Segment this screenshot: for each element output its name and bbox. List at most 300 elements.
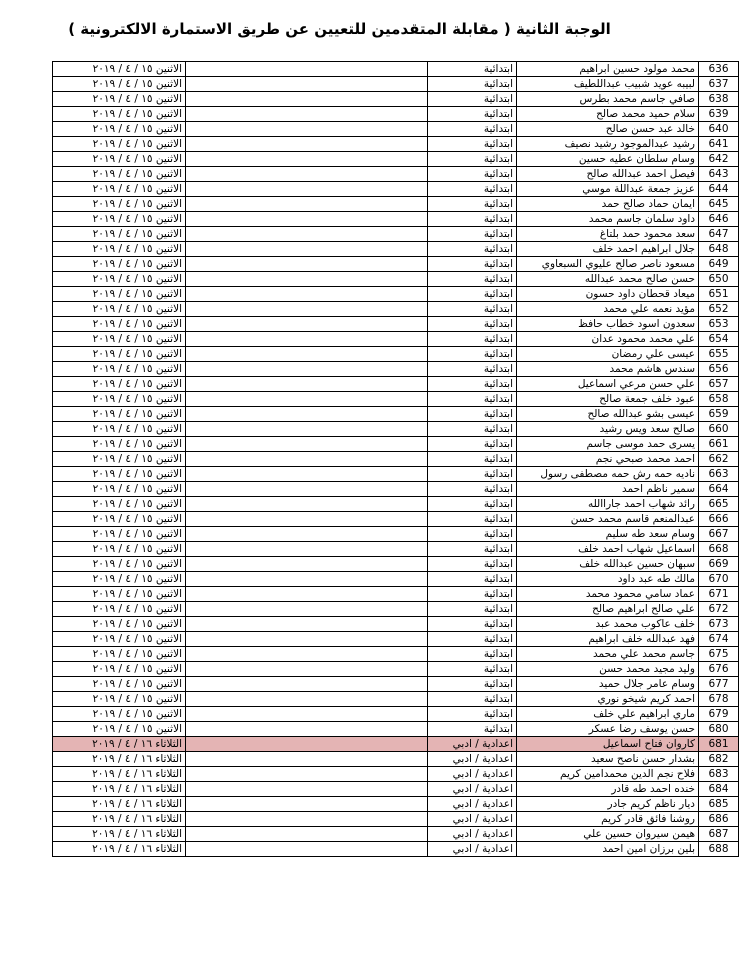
blank-cell [186,362,428,377]
table-row [53,167,739,182]
name-cell: لبيبه عويد شبيب عبداللطيف [517,77,699,92]
name-cell: عيسى بشو عبدالله صالح [517,407,699,422]
stage-cell: ابتدائية [428,212,517,227]
date-cell: الاثنين ١٥ / ٤ / ٢٠١٩ [53,482,186,497]
blank-cell [186,482,428,497]
number-cell: 677 [699,677,739,692]
name-cell: ماري ابراهيم علي خلف [517,707,699,722]
blank-cell [186,347,428,362]
stage-cell: ابتدائية [428,587,517,602]
name-cell: ديار ناظم كريم جادر [517,797,699,812]
name-cell: داود سلمان جاسم محمد [517,212,699,227]
name-cell: هيمن سيروان حسين علي [517,827,699,842]
stage-cell: ابتدائية [428,107,517,122]
date-cell: الثلاثاء ١٦ / ٤ / ٢٠١٩ [53,737,186,752]
stage-cell: ابتدائية [428,62,517,77]
table-row [53,362,739,377]
table-row [53,587,739,602]
number-cell: 658 [699,392,739,407]
blank-cell [186,407,428,422]
blank-cell [186,257,428,272]
stage-cell: ابتدائية [428,422,517,437]
number-cell: 643 [699,167,739,182]
number-cell: 647 [699,227,739,242]
blank-cell [186,317,428,332]
date-cell: الاثنين ١٥ / ٤ / ٢٠١٩ [53,527,186,542]
name-cell: رائد شهاب احمد جاراالله [517,497,699,512]
blank-cell [186,392,428,407]
date-cell: الاثنين ١٥ / ٤ / ٢٠١٩ [53,62,186,77]
blank-cell [186,452,428,467]
number-cell: 686 [699,812,739,827]
table-body [53,62,739,857]
table-row [53,152,739,167]
blank-cell [186,377,428,392]
blank-cell [186,242,428,257]
table-row [53,767,739,782]
stage-cell: ابتدائية [428,437,517,452]
table-row [53,527,739,542]
name-cell: سعدون اسود خطاب حافظ [517,317,699,332]
number-cell: 679 [699,707,739,722]
blank-cell [186,62,428,77]
name-cell: عزيز جمعة عبداللة موسي [517,182,699,197]
blank-cell [186,437,428,452]
name-cell: وليد مجيد محمد حسن [517,662,699,677]
table-row [53,797,739,812]
number-cell: 644 [699,182,739,197]
blank-cell [186,422,428,437]
stage-cell: اعدادية / ادبي [428,842,517,857]
number-cell: 653 [699,317,739,332]
stage-cell: ابتدائية [428,617,517,632]
stage-cell: ابتدائية [428,152,517,167]
name-cell: وسام سلطان عطيه حسين [517,152,699,167]
name-cell: صالح سعد ويس رشيد [517,422,699,437]
name-cell: حسن يوسف رضا عسكر [517,722,699,737]
name-cell: مؤيد نعمه علي محمد [517,302,699,317]
stage-cell: ابتدائية [428,182,517,197]
date-cell: الاثنين ١٥ / ٤ / ٢٠١٩ [53,407,186,422]
table-row [53,572,739,587]
stage-cell: ابتدائية [428,707,517,722]
table-row [53,407,739,422]
blank-cell [186,152,428,167]
number-cell: 680 [699,722,739,737]
number-cell: 676 [699,662,739,677]
name-cell: كاروان فتاح اسماعيل [517,737,699,752]
blank-cell [186,737,428,752]
number-cell: 681 [699,737,739,752]
date-cell: الثلاثاء ١٦ / ٤ / ٢٠١٩ [53,797,186,812]
blank-cell [186,677,428,692]
table-row [53,542,739,557]
date-cell: الاثنين ١٥ / ٤ / ٢٠١٩ [53,167,186,182]
date-cell: الاثنين ١٥ / ٤ / ٢٠١٩ [53,227,186,242]
blank-cell [186,107,428,122]
stage-cell: ابتدائية [428,542,517,557]
date-cell: الاثنين ١٥ / ٤ / ٢٠١٩ [53,602,186,617]
page-title: الوجبة الثانية ( مقابلة المتقدمين للتعيين عن طريق الاستمارة الالكترونية ) [68,20,611,38]
number-cell: 662 [699,452,739,467]
name-cell: رشيد عبدالموجود رشيد نصيف [517,137,699,152]
name-cell: بلين برزان امين احمد [517,842,699,857]
number-cell: 663 [699,467,739,482]
stage-cell: اعدادية / ادبي [428,797,517,812]
table-row [53,257,739,272]
number-cell: 659 [699,407,739,422]
name-cell: سبهان حسين عبدالله خلف [517,557,699,572]
stage-cell: ابتدائية [428,122,517,137]
date-cell: الاثنين ١٥ / ٤ / ٢٠١٩ [53,557,186,572]
table-row [53,437,739,452]
date-cell: الثلاثاء ١٦ / ٤ / ٢٠١٩ [53,812,186,827]
date-cell: الاثنين ١٥ / ٤ / ٢٠١٩ [53,512,186,527]
date-cell: الاثنين ١٥ / ٤ / ٢٠١٩ [53,302,186,317]
stage-cell: ابتدائية [428,482,517,497]
name-cell: احمد محمد صبحي نجم [517,452,699,467]
table-row [53,737,739,752]
number-cell: 645 [699,197,739,212]
blank-cell [186,182,428,197]
number-cell: 672 [699,602,739,617]
blank-cell [186,167,428,182]
name-cell: خلف عاكوب محمد عبد [517,617,699,632]
number-cell: 650 [699,272,739,287]
blank-cell [186,842,428,857]
date-cell: الثلاثاء ١٦ / ٤ / ٢٠١٩ [53,842,186,857]
number-cell: 675 [699,647,739,662]
number-cell: 669 [699,557,739,572]
name-cell: اسماعيل شهاب احمد خلف [517,542,699,557]
table-row [53,182,739,197]
stage-cell: ابتدائية [428,572,517,587]
date-cell: الاثنين ١٥ / ٤ / ٢٠١٩ [53,122,186,137]
stage-cell: ابتدائية [428,362,517,377]
date-cell: الاثنين ١٥ / ٤ / ٢٠١٩ [53,92,186,107]
number-cell: 664 [699,482,739,497]
table-row [53,662,739,677]
name-cell: فيصل احمد عبدالله صالح [517,167,699,182]
blank-cell [186,227,428,242]
stage-cell: ابتدائية [428,287,517,302]
number-cell: 667 [699,527,739,542]
table-row [53,842,739,857]
number-cell: 687 [699,827,739,842]
name-cell: فلاح نجم الدين محمدامين كريم [517,767,699,782]
table-row [53,317,739,332]
number-cell: 655 [699,347,739,362]
table-row [53,707,739,722]
blank-cell [186,557,428,572]
table-row [53,62,739,77]
date-cell: الاثنين ١٥ / ٤ / ٢٠١٩ [53,572,186,587]
blank-cell [186,572,428,587]
date-cell: الاثنين ١٥ / ٤ / ٢٠١٩ [53,347,186,362]
stage-cell: ابتدائية [428,692,517,707]
table-row [53,227,739,242]
number-cell: 656 [699,362,739,377]
table-row [53,272,739,287]
blank-cell [186,647,428,662]
stage-cell: ابتدائية [428,227,517,242]
stage-cell: ابتدائية [428,527,517,542]
date-cell: الاثنين ١٥ / ٤ / ٢٠١٩ [53,212,186,227]
date-cell: الاثنين ١٥ / ٤ / ٢٠١٩ [53,242,186,257]
table-row [53,287,739,302]
table-row [53,242,739,257]
number-cell: 636 [699,62,739,77]
name-cell: خالد عبد حسن صالح [517,122,699,137]
stage-cell: ابتدائية [428,167,517,182]
number-cell: 678 [699,692,739,707]
name-cell: سعد محمود حمد بلتاغ [517,227,699,242]
number-cell: 665 [699,497,739,512]
blank-cell [186,122,428,137]
stage-cell: ابتدائية [428,452,517,467]
number-cell: 660 [699,422,739,437]
stage-cell: اعدادية / ادبي [428,782,517,797]
name-cell: مالك طه عبد داود [517,572,699,587]
stage-cell: ابتدائية [428,647,517,662]
date-cell: الاثنين ١٥ / ٤ / ٢٠١٩ [53,137,186,152]
table-row [53,377,739,392]
table-row [53,137,739,152]
blank-cell [186,692,428,707]
table-row [53,347,739,362]
table-row [53,602,739,617]
table-row [53,482,739,497]
name-cell: عيسى علي رمضان [517,347,699,362]
stage-cell: ابتدائية [428,347,517,362]
stage-cell: ابتدائية [428,257,517,272]
name-cell: سمير ناظم احمد [517,482,699,497]
blank-cell [186,722,428,737]
number-cell: 640 [699,122,739,137]
blank-cell [186,497,428,512]
name-cell: عبود خلف جمعة صالح [517,392,699,407]
name-cell: ناديه حمه رش حمه مصطفى رسول [517,467,699,482]
table-row [53,782,739,797]
number-cell: 685 [699,797,739,812]
stage-cell: ابتدائية [428,632,517,647]
date-cell: الاثنين ١٥ / ٤ / ٢٠١٩ [53,287,186,302]
stage-cell: ابتدائية [428,302,517,317]
date-cell: الاثنين ١٥ / ٤ / ٢٠١٩ [53,647,186,662]
date-cell: الاثنين ١٥ / ٤ / ٢٠١٩ [53,587,186,602]
stage-cell: ابتدائية [428,512,517,527]
stage-cell: ابتدائية [428,662,517,677]
name-cell: سلام حميد محمد صالح [517,107,699,122]
date-cell: الاثنين ١٥ / ٤ / ٢٠١٩ [53,197,186,212]
number-cell: 670 [699,572,739,587]
name-cell: فهد عبدالله خلف ابراهيم [517,632,699,647]
date-cell: الاثنين ١٥ / ٤ / ٢٠١٩ [53,662,186,677]
date-cell: الاثنين ١٥ / ٤ / ٢٠١٩ [53,632,186,647]
stage-cell: اعدادية / ادبي [428,827,517,842]
number-cell: 651 [699,287,739,302]
name-cell: خنده احمد طه قادر [517,782,699,797]
date-cell: الاثنين ١٥ / ٤ / ٢٠١٩ [53,692,186,707]
table-row [53,812,739,827]
date-cell: الاثنين ١٥ / ٤ / ٢٠١٩ [53,707,186,722]
number-cell: 684 [699,782,739,797]
table-row [53,827,739,842]
name-cell: روشنا فائق قادر كريم [517,812,699,827]
name-cell: وسام عامر جلال حميد [517,677,699,692]
name-cell: وسام سعد طه سليم [517,527,699,542]
blank-cell [186,812,428,827]
stage-cell: ابتدائية [428,377,517,392]
name-cell: علي حسن مرعي اسماعيل [517,377,699,392]
number-cell: 666 [699,512,739,527]
table-row [53,722,739,737]
table-row [53,467,739,482]
number-cell: 641 [699,137,739,152]
number-cell: 648 [699,242,739,257]
date-cell: الاثنين ١٥ / ٤ / ٢٠١٩ [53,107,186,122]
blank-cell [186,467,428,482]
stage-cell: ابتدائية [428,77,517,92]
blank-cell [186,197,428,212]
blank-cell [186,92,428,107]
name-cell: عبدالمنعم قاسم محمد حسن [517,512,699,527]
name-cell: علي صالح ابراهيم صالح [517,602,699,617]
blank-cell [186,512,428,527]
name-cell: احمد كريم شيخو نوري [517,692,699,707]
name-cell: جلال ابراهيم احمد خلف [517,242,699,257]
date-cell: الاثنين ١٥ / ٤ / ٢٠١٩ [53,272,186,287]
number-cell: 668 [699,542,739,557]
stage-cell: ابتدائية [428,602,517,617]
name-cell: يسرى حمد موسى جاسم [517,437,699,452]
date-cell: الاثنين ١٥ / ٤ / ٢٠١٩ [53,677,186,692]
date-cell: الاثنين ١٥ / ٤ / ٢٠١٩ [53,497,186,512]
date-cell: الاثنين ١٥ / ٤ / ٢٠١٩ [53,722,186,737]
number-cell: 683 [699,767,739,782]
name-cell: صافي جاسم محمد بطرس [517,92,699,107]
name-cell: مسعود ناصر صالح عليوي السبعاوي [517,257,699,272]
name-cell: علي محمد محمود عدان [517,332,699,347]
table-row [53,92,739,107]
blank-cell [186,707,428,722]
stage-cell: اعدادية / ادبي [428,737,517,752]
date-cell: الاثنين ١٥ / ٤ / ٢٠١٩ [53,437,186,452]
table-row [53,452,739,467]
table-row [53,692,739,707]
number-cell: 642 [699,152,739,167]
name-cell: عماد سامي محمود محمد [517,587,699,602]
table-row [53,617,739,632]
number-cell: 652 [699,302,739,317]
blank-cell [186,587,428,602]
number-cell: 674 [699,632,739,647]
date-cell: الاثنين ١٥ / ٤ / ٢٠١٩ [53,542,186,557]
date-cell: الاثنين ١٥ / ٤ / ٢٠١٩ [53,467,186,482]
blank-cell [186,782,428,797]
date-cell: الثلاثاء ١٦ / ٤ / ٢٠١٩ [53,752,186,767]
table-row [53,632,739,647]
name-cell: حسن صالح محمد عبدالله [517,272,699,287]
stage-cell: ابتدائية [428,557,517,572]
number-cell: 639 [699,107,739,122]
number-cell: 637 [699,77,739,92]
blank-cell [186,662,428,677]
date-cell: الاثنين ١٥ / ٤ / ٢٠١٩ [53,452,186,467]
table-row [53,752,739,767]
blank-cell [186,827,428,842]
applicants-table [52,61,739,857]
stage-cell: ابتدائية [428,317,517,332]
date-cell: الثلاثاء ١٦ / ٤ / ٢٠١٩ [53,767,186,782]
stage-cell: ابتدائية [428,92,517,107]
date-cell: الاثنين ١٥ / ٤ / ٢٠١٩ [53,422,186,437]
number-cell: 649 [699,257,739,272]
date-cell: الاثنين ١٥ / ٤ / ٢٠١٩ [53,617,186,632]
table-row [53,107,739,122]
date-cell: الاثنين ١٥ / ٤ / ٢٠١٩ [53,362,186,377]
table-row [53,392,739,407]
table-row [53,332,739,347]
stage-cell: ابتدائية [428,722,517,737]
number-cell: 688 [699,842,739,857]
stage-cell: ابتدائية [428,497,517,512]
blank-cell [186,617,428,632]
number-cell: 673 [699,617,739,632]
number-cell: 646 [699,212,739,227]
date-cell: الاثنين ١٥ / ٤ / ٢٠١٩ [53,377,186,392]
stage-cell: ابتدائية [428,197,517,212]
table-row [53,512,739,527]
blank-cell [186,332,428,347]
blank-cell [186,752,428,767]
table-row [53,77,739,92]
stage-cell: اعدادية / ادبي [428,767,517,782]
stage-cell: ابتدائية [428,407,517,422]
date-cell: الاثنين ١٥ / ٤ / ٢٠١٩ [53,152,186,167]
table-row [53,422,739,437]
number-cell: 671 [699,587,739,602]
stage-cell: ابتدائية [428,272,517,287]
name-cell: ميعاد قحطان داود حسون [517,287,699,302]
date-cell: الاثنين ١٥ / ٤ / ٢٠١٩ [53,77,186,92]
table-row [53,647,739,662]
date-cell: الثلاثاء ١٦ / ٤ / ٢٠١٩ [53,782,186,797]
stage-cell: ابتدائية [428,332,517,347]
blank-cell [186,797,428,812]
stage-cell: ابتدائية [428,467,517,482]
date-cell: الاثنين ١٥ / ٤ / ٢٠١٩ [53,182,186,197]
stage-cell: اعدادية / ادبي [428,812,517,827]
name-cell: محمد مولود حسين ابراهيم [517,62,699,77]
number-cell: 657 [699,377,739,392]
number-cell: 638 [699,92,739,107]
name-cell: جاسم محمد علي محمد [517,647,699,662]
name-cell: بشدار حسن ناصح سعيد [517,752,699,767]
blank-cell [186,302,428,317]
table-row [53,302,739,317]
date-cell: الاثنين ١٥ / ٤ / ٢٠١٩ [53,392,186,407]
table-row [53,557,739,572]
stage-cell: ابتدائية [428,677,517,692]
blank-cell [186,287,428,302]
table-row [53,212,739,227]
date-cell: الاثنين ١٥ / ٤ / ٢٠١٩ [53,332,186,347]
blank-cell [186,77,428,92]
stage-cell: ابتدائية [428,242,517,257]
table-row [53,122,739,137]
blank-cell [186,767,428,782]
